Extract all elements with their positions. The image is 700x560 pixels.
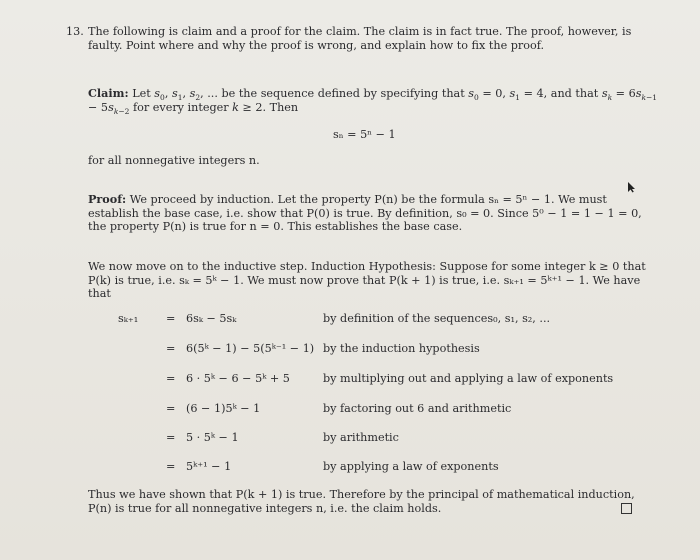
inductive-step-paragraph: We now move on to the inductive step. Induction Hypothesis: Suppose for some integer k ≥ 0 that P(k) is true, i.e. sₖ = 5ᵏ − 1. We must now prove that P(k + 1) is true, i.e. sₖ₊₁ = 5ᵏ⁺¹ − 1. We have that	[88, 260, 646, 300]
question-number: 13.	[66, 25, 84, 38]
qed-box-icon	[621, 503, 632, 514]
claim-text-c: , and that	[543, 87, 602, 100]
proof-base-case-text: We proceed by induction. Let the property P(n) be the formula sₙ = 5ⁿ − 1. We must establish the base case, i.e. show that P(0) is true. By definition, s₀ = 0. Since 5⁰ − 1 = 1 − 1 = 0, the property P(n) is true for n = 0. This establishes the base case.	[88, 193, 642, 233]
derivation-expression: 5 · 5ᵏ − 1	[186, 431, 239, 444]
claim-text-a: Let	[132, 87, 155, 100]
derivation-expression: 6sₖ − 5sₖ	[186, 312, 237, 325]
derivation-lhs: sₖ₊₁	[118, 312, 139, 325]
derivation-justification: by definition of the sequences₀, s₁, s₂, ...	[323, 312, 551, 325]
claim-label: Claim:	[88, 86, 129, 100]
derivation-expression: 5ᵏ⁺¹ − 1	[186, 460, 232, 473]
proof-paragraph	[88, 193, 648, 234]
claim-text-b: be the sequence defined by specifying that	[217, 87, 469, 100]
conclusion-paragraph: Thus we have shown that P(k + 1) is true. Therefore by the principal of mathematical induction, P(n) is true for all nonnegative integers n, i.e. the claim holds.	[88, 488, 635, 515]
proof-label: Proof:	[88, 192, 127, 206]
derivation-justification: by the induction hypothesis	[323, 342, 480, 355]
question-text: The following is claim and a proof for the claim. The claim is in fact true. The proof, however, is faulty. Point where and why the proof is wrong, and explain how to fix the proof.	[88, 25, 632, 52]
derivation-equals: =	[166, 402, 176, 415]
derivation-equals: =	[166, 431, 176, 444]
derivation-justification: by multiplying out and applying a law of exponents	[323, 372, 614, 385]
derivation-equals: =	[166, 372, 176, 385]
claim-text-e: . Then	[262, 100, 299, 114]
derivation-expression: (6 − 1)5ᵏ − 1	[186, 402, 261, 415]
derivation-expression: 6 · 5ᵏ − 6 − 5ᵏ + 5	[186, 372, 290, 385]
derivation-equals: =	[166, 460, 176, 473]
claim-formula: sₙ = 5ⁿ − 1	[333, 128, 396, 141]
derivation-justification: by arithmetic	[323, 431, 399, 444]
claim-text-d: for every integer	[129, 100, 233, 114]
claim-forall: for all nonnegative integers n.	[88, 154, 260, 167]
claim-paragraph: Claim: Let $s_0$, $s_1$, $s_2$, ... be the sequence defined by specifying that $s_0 = 0$, $s_1 = 4$, and that $s_k = 6s_{k-1} - 5s_{k-2}$ for every integer k ≥ 2. Then	[88, 86, 658, 116]
derivation-equals: =	[166, 342, 176, 355]
derivation-justification: by factoring out 6 and arithmetic	[323, 402, 512, 415]
derivation-expression: 6(5ᵏ − 1) − 5(5ᵏ⁻¹ − 1)	[186, 342, 315, 355]
derivation-equals: =	[166, 312, 176, 325]
derivation-justification: by applying a law of exponents	[323, 460, 499, 473]
